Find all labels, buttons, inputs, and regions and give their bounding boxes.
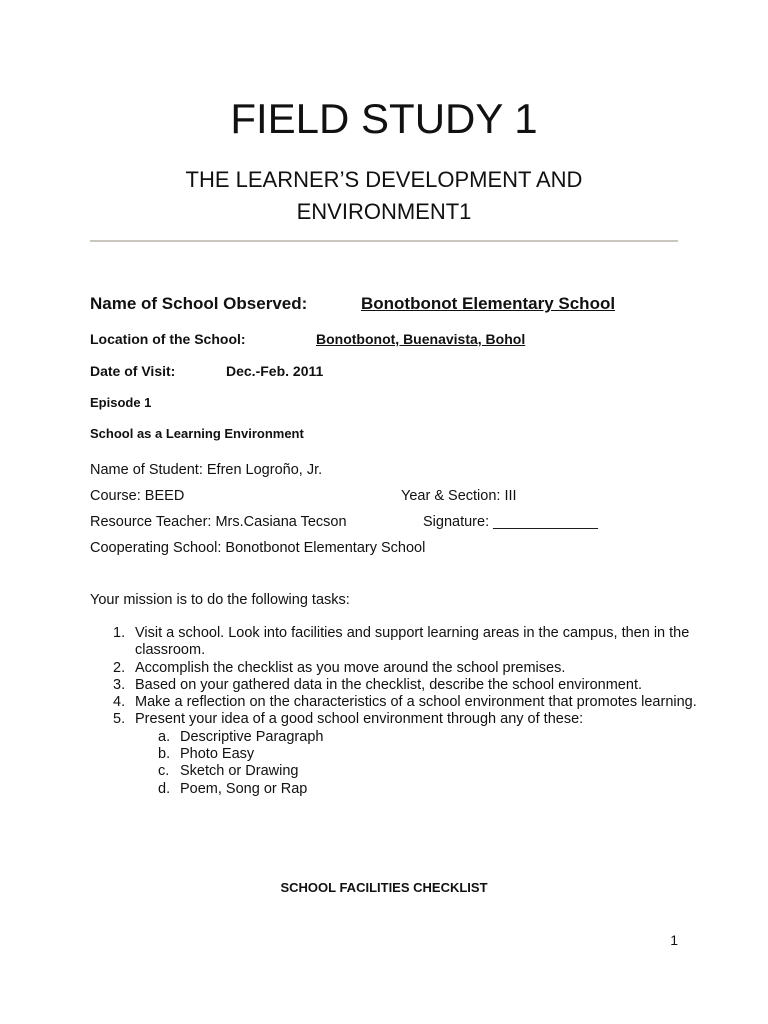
list-item: 5. Present your idea of a good school environment through any of these: a. Descriptive Paragraph b. Photo Easy c. Sketch or Drawing d. Poem, Song or Rap (135, 711, 725, 797)
date-of-visit-label: Date of Visit: (90, 363, 176, 379)
list-item: d. Poem, Song or Rap (158, 780, 308, 797)
school-observed-value: Bonotbonot Elementary School (361, 294, 616, 313)
list-item: 4. Make a reflection on the characteristics of a school environment that promotes learning. (113, 694, 697, 711)
episode-label: Episode 1 (90, 395, 152, 410)
checklist-heading: SCHOOL FACILITIES CHECKLIST (280, 880, 488, 895)
horizontal-divider (90, 240, 678, 242)
subtask-list (135, 729, 725, 798)
page-number: 1 (670, 932, 678, 948)
date-of-visit-value: Dec.-Feb. 2011 (226, 363, 324, 379)
location-value: Bonotbonot, Buenavista, Bohol (316, 331, 526, 347)
school-observed-label: Name of School Observed: (90, 294, 308, 313)
list-item: 3. Based on your gathered data in the checklist, describe the school environment. (113, 676, 642, 693)
list-item: 1. Visit a school. Look into facilities and support learning areas in the campus, then in the classroom. (113, 625, 690, 659)
student-name: Name of Student: Efren Logroño, Jr. (90, 462, 323, 478)
subtitle-line-2: ENVIRONMENT1 (296, 199, 472, 224)
mission-intro: Your mission is to do the following tasks: (90, 592, 350, 608)
resource-teacher: Resource Teacher: Mrs.Casiana Tecson (90, 514, 347, 530)
location-label: Location of the School: (90, 331, 246, 347)
document-title: FIELD STUDY 1 (230, 95, 538, 142)
list-item: b. Photo Easy (158, 746, 255, 763)
cooperating-school: Cooperating School: Bonotbonot Elementary School (90, 540, 426, 556)
episode-title: School as a Learning Environment (90, 426, 304, 441)
task-list (90, 625, 725, 798)
signature-line: Signature: _____________ (423, 514, 598, 530)
student-year-section: Year & Section: III (401, 488, 517, 504)
list-item: 2. Accomplish the checklist as you move around the school premises. (113, 659, 566, 676)
student-course: Course: BEED (90, 488, 185, 504)
subtitle-line-1: THE LEARNER’S DEVELOPMENT AND (185, 167, 583, 192)
list-item: c. Sketch or Drawing (158, 763, 299, 780)
document-subtitle (0, 164, 768, 228)
list-item: a. Descriptive Paragraph (158, 728, 324, 745)
